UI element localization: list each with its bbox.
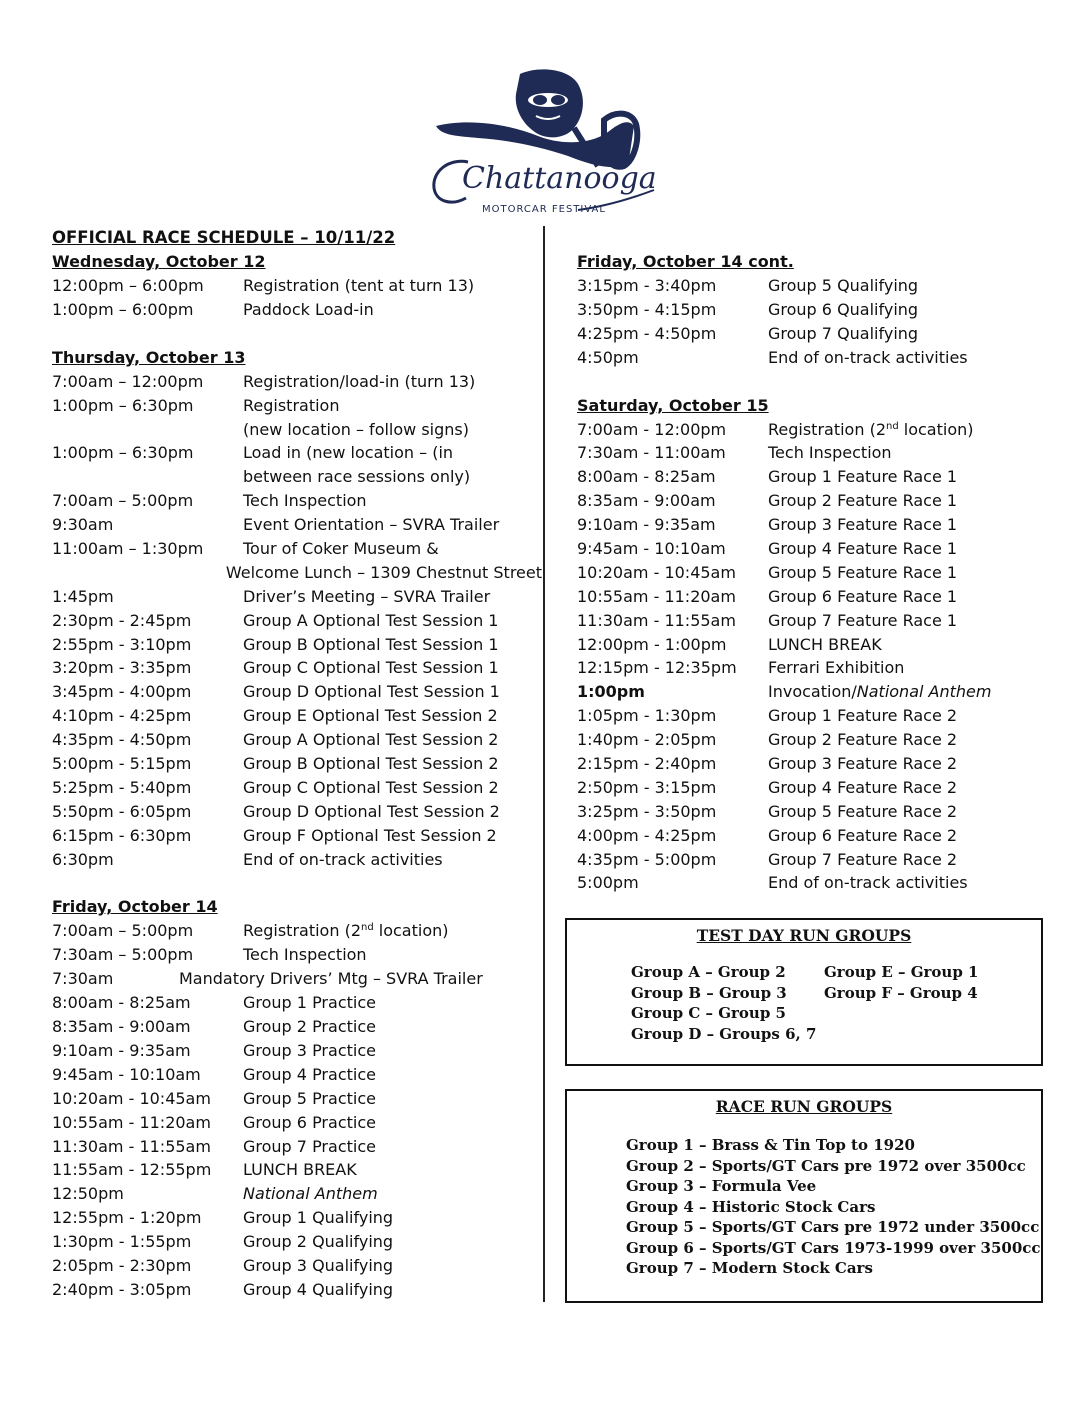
schedule-row (52, 1278, 522, 1302)
schedule-time: 1:00pm – 6:30pm (52, 443, 194, 463)
schedule-event (768, 274, 918, 298)
schedule-time: 7:00am – 12:00pm (52, 371, 204, 391)
schedule-row (577, 418, 1047, 442)
schedule-event (243, 1063, 376, 1087)
run-group-item: Group 5 – Sports/GT Cars pre 1972 under 3500cc (626, 1218, 1040, 1236)
schedule-time: 9:10am - 9:35am (577, 515, 716, 535)
schedule-row (577, 871, 1047, 895)
schedule-event-text: Paddock Load-in (243, 299, 374, 319)
schedule-time: 5:25pm - 5:40pm (52, 777, 192, 797)
chattanooga-motorcar-festival-logo (428, 66, 660, 222)
schedule-row (577, 656, 1047, 680)
ordinal-suffix: nd (361, 922, 374, 934)
schedule-event-text: End of on-track activities (243, 849, 443, 869)
friday-cont-schedule (577, 274, 1047, 370)
schedule-event (243, 394, 339, 418)
schedule-row (52, 418, 522, 442)
schedule-row (52, 633, 522, 657)
schedule-time: 5:00pm (577, 873, 639, 893)
schedule-row (577, 776, 1047, 800)
run-group-item: Group 1 – Brass & Tin Top to 1920 (626, 1136, 915, 1154)
schedule-row (52, 1182, 522, 1206)
schedule-event-text: between race sessions only) (243, 467, 471, 487)
schedule-row (52, 1230, 522, 1254)
schedule-event (243, 800, 500, 824)
day-heading-thursday: Thursday, October 13 (52, 347, 246, 367)
schedule-event (243, 418, 469, 442)
schedule-event-text: Group 5 Practice (243, 1088, 376, 1108)
schedule-row (577, 465, 1047, 489)
schedule-time: 10:55am - 11:20am (52, 1112, 211, 1132)
schedule-event-text: Group F Optional Test Session 2 (243, 825, 497, 845)
schedule-row (52, 1135, 522, 1159)
schedule-time: 10:20am - 10:45am (52, 1088, 211, 1108)
schedule-row (52, 274, 522, 298)
schedule-event-text: Tour of Coker Museum & (243, 539, 439, 559)
run-group-item: Group E – Group 1 (824, 963, 979, 981)
schedule-event-text: Tech Inspection (243, 491, 367, 511)
schedule-event (243, 633, 499, 657)
schedule-event (243, 919, 449, 943)
schedule-time: 12:00pm – 6:00pm (52, 276, 204, 295)
schedule-time: 8:00am - 8:25am (52, 993, 191, 1013)
run-group-item: Group 2 – Sports/GT Cars pre 1972 over 3500cc (626, 1156, 1026, 1175)
schedule-row (52, 848, 522, 872)
schedule-row (52, 465, 522, 489)
schedule-event-text: Group 1 Qualifying (243, 1208, 394, 1228)
schedule-event (243, 776, 499, 800)
schedule-event (768, 322, 918, 346)
day-heading-friday-cont: Friday, October 14 cont. (577, 252, 794, 271)
schedule-row (577, 848, 1047, 872)
schedule-row (52, 513, 522, 537)
schedule-row (52, 1206, 522, 1230)
schedule-event (243, 1015, 376, 1039)
schedule-row (52, 967, 522, 991)
schedule-event-text: Group 5 Qualifying (768, 276, 919, 295)
schedule-time: 1:40pm - 2:05pm (577, 730, 717, 750)
schedule-event (768, 585, 957, 609)
test-day-run-groups-title: TEST DAY RUN GROUPS (696, 926, 912, 945)
friday-schedule (52, 919, 522, 1301)
schedule-row (52, 800, 522, 824)
schedule-time: 1:00pm – 6:00pm (52, 299, 194, 319)
schedule-event (768, 704, 957, 728)
schedule-row (577, 274, 1047, 298)
schedule-time: 12:00pm - 1:00pm (577, 634, 727, 654)
run-group-item: Group 6 – Sports/GT Cars 1973-1999 over 3500cc (626, 1238, 1041, 1257)
schedule-time: 3:20pm - 3:35pm (52, 658, 192, 678)
schedule-time: 7:30am - 11:00am (577, 443, 726, 463)
run-group-item: Group 3 – Formula Vee (626, 1177, 817, 1195)
schedule-event-text: Group 7 Feature Race 2 (768, 849, 958, 869)
schedule-row (52, 585, 522, 609)
schedule-time: 8:35am - 9:00am (52, 1017, 191, 1037)
schedule-row (577, 824, 1047, 848)
schedule-time: 8:00am - 8:25am (577, 467, 716, 487)
schedule-row (577, 728, 1047, 752)
schedule-event (243, 370, 475, 394)
schedule-event-text: Group A Optional Test Session 1 (243, 610, 499, 630)
schedule-event-text: Group 4 Feature Race 1 (768, 539, 958, 559)
schedule-event (243, 1254, 393, 1278)
schedule-row (52, 1015, 522, 1039)
schedule-event-text: Group 7 Qualifying (768, 323, 919, 343)
day-heading-saturday: Saturday, October 15 (577, 395, 769, 415)
schedule-time: 4:50pm (577, 347, 639, 367)
schedule-event-text: Group 3 Practice (243, 1040, 376, 1060)
schedule-event-text: LUNCH BREAK (768, 634, 882, 654)
schedule-row (52, 656, 522, 680)
schedule-event-text: Group 3 Feature Race 2 (768, 754, 958, 774)
page-title: OFFICIAL RACE SCHEDULE – 10/11/22 (52, 228, 396, 247)
schedule-time: 9:30am (52, 515, 114, 535)
schedule-event-text: Registration (tent at turn 13) (243, 276, 475, 295)
schedule-row (577, 298, 1047, 322)
logo-subtitle: MOTORCAR FESTIVAL (482, 204, 606, 215)
schedule-event (243, 609, 498, 633)
schedule-event (243, 752, 499, 776)
schedule-row (52, 298, 522, 322)
race-run-groups-title: RACE RUN GROUPS (715, 1097, 893, 1116)
schedule-event (243, 1206, 393, 1230)
schedule-event (768, 298, 918, 322)
run-group-item: Group F – Group 4 (824, 983, 978, 1002)
schedule-event-text: Group 3 Qualifying (243, 1255, 394, 1275)
schedule-event (768, 871, 968, 895)
schedule-time: 3:45pm - 4:00pm (52, 682, 192, 702)
schedule-row (52, 370, 522, 394)
schedule-event (768, 465, 957, 489)
schedule-event (768, 346, 968, 370)
schedule-time: 7:00am – 5:00pm (52, 921, 194, 941)
schedule-event (768, 537, 957, 561)
schedule-time: 12:15pm - 12:35pm (577, 658, 737, 678)
schedule-time: 1:00pm – 6:30pm (52, 395, 194, 415)
schedule-event-text: Event Orientation – SVRA Trailer (243, 515, 500, 535)
schedule-row (577, 561, 1047, 585)
schedule-event-text: End of on-track activities (768, 347, 968, 367)
schedule-event-text: Group 2 Feature Race 2 (768, 730, 958, 750)
schedule-event (243, 680, 500, 704)
schedule-row (52, 728, 522, 752)
schedule-event (768, 656, 904, 680)
schedule-time: 11:55am - 12:55pm (52, 1160, 212, 1180)
schedule-row (52, 1087, 522, 1111)
schedule-event (179, 967, 483, 991)
schedule-event (243, 824, 497, 848)
schedule-time: 4:35pm - 5:00pm (577, 849, 717, 869)
schedule-time: 1:00pm (577, 682, 645, 702)
schedule-time: 1:05pm - 1:30pm (577, 706, 717, 726)
schedule-time: 6:30pm (52, 849, 114, 869)
schedule-event-text: Ferrari Exhibition (768, 658, 905, 678)
thursday-schedule (52, 370, 542, 872)
schedule-event-text: Invocation/ (768, 682, 857, 702)
run-group-item: Group D – Groups 6, 7 (631, 1024, 817, 1043)
schedule-time: 4:10pm - 4:25pm (52, 706, 192, 726)
schedule-time: 2:30pm - 2:45pm (52, 610, 192, 630)
schedule-event (768, 752, 957, 776)
schedule-time: 4:00pm - 4:25pm (577, 825, 717, 845)
schedule-event-text: Tech Inspection (768, 443, 892, 463)
schedule-event (768, 848, 957, 872)
schedule-event (243, 1135, 376, 1159)
schedule-event-text: Registration (2 (243, 921, 361, 941)
schedule-event (243, 513, 499, 537)
schedule-event (243, 489, 367, 513)
schedule-event (243, 465, 470, 489)
schedule-event (768, 441, 892, 465)
schedule-row (577, 704, 1047, 728)
schedule-event-text: Group D Optional Test Session 2 (243, 801, 500, 821)
schedule-event-text: Group C Optional Test Session 2 (243, 777, 499, 797)
schedule-row (577, 609, 1047, 633)
schedule-row (52, 680, 522, 704)
schedule-row (52, 394, 522, 418)
schedule-row (52, 561, 542, 585)
schedule-event (243, 1158, 357, 1182)
schedule-time: 3:25pm - 3:50pm (577, 801, 717, 821)
schedule-row (577, 441, 1047, 465)
schedule-time: 9:45am - 10:10am (577, 539, 726, 559)
day-heading-friday: Friday, October 14 (52, 897, 218, 917)
schedule-row (52, 991, 522, 1015)
schedule-event (243, 943, 367, 967)
schedule-event-text: LUNCH BREAK (243, 1160, 357, 1180)
schedule-event-text: (new location – follow signs) (243, 419, 469, 439)
run-group-item: Group A – Group 2 (631, 963, 786, 981)
schedule-row (52, 919, 522, 943)
schedule-event-text: Group 6 Qualifying (768, 299, 919, 319)
schedule-event (243, 704, 498, 728)
schedule-row (52, 489, 522, 513)
schedule-event-text: Mandatory Drivers’ Mtg – SVRA Trailer (179, 969, 483, 989)
schedule-event-text: Group A Optional Test Session 2 (243, 730, 499, 750)
schedule-event-text: Group 1 Feature Race 1 (768, 467, 958, 487)
schedule-event-text: Group 5 Feature Race 2 (768, 801, 958, 821)
schedule-event (768, 824, 957, 848)
test-day-run-groups-box (565, 918, 1043, 1066)
schedule-event-text: Tech Inspection (243, 945, 367, 965)
schedule-event-text: Group E Optional Test Session 2 (243, 706, 498, 726)
schedule-time: 12:50pm (52, 1184, 124, 1204)
schedule-event (243, 1039, 376, 1063)
schedule-event-text: Group 5 Feature Race 1 (768, 562, 958, 582)
schedule-time: 1:45pm (52, 586, 114, 606)
schedule-time: 2:40pm - 3:05pm (52, 1279, 192, 1299)
schedule-event-text: Group 4 Practice (243, 1064, 376, 1084)
schedule-event-text: Group 2 Qualifying (243, 1232, 394, 1252)
logo-wordmark: Chattanooga (462, 161, 657, 196)
schedule-time: 6:15pm - 6:30pm (52, 825, 192, 845)
schedule-row (577, 322, 1047, 346)
schedule-event-text: Group 6 Feature Race 2 (768, 825, 958, 845)
schedule-event-text: Group 7 Feature Race 1 (768, 610, 958, 630)
schedule-event-text: Group C Optional Test Session 1 (243, 658, 499, 678)
left-column (52, 226, 542, 1302)
schedule-event-text: Group B Optional Test Session 2 (243, 754, 499, 774)
schedule-event (243, 274, 474, 298)
schedule-time: 5:00pm - 5:15pm (52, 754, 192, 774)
schedule-event-text: Registration/load-in (turn 13) (243, 371, 476, 391)
schedule-time: 9:10am - 9:35am (52, 1040, 191, 1060)
schedule-event (768, 633, 882, 657)
run-group-item: Group C – Group 5 (631, 1004, 786, 1022)
schedule-event-text: Group 1 Practice (243, 993, 376, 1013)
schedule-event-text: Group 2 Practice (243, 1017, 376, 1037)
schedule-event (243, 1278, 393, 1302)
schedule-time: 8:35am - 9:00am (577, 491, 716, 511)
schedule-event (768, 561, 957, 585)
schedule-event-text: Group 6 Practice (243, 1112, 376, 1132)
schedule-row (52, 1158, 522, 1182)
schedule-row (577, 633, 1047, 657)
schedule-time: 4:35pm - 4:50pm (52, 730, 192, 750)
schedule-row (577, 513, 1047, 537)
schedule-row (577, 489, 1047, 513)
race-run-groups-list (626, 1135, 1041, 1279)
schedule-time: 3:50pm - 4:15pm (577, 299, 717, 319)
schedule-event (768, 418, 974, 442)
schedule-row (52, 1063, 522, 1087)
schedule-row (52, 752, 522, 776)
schedule-event (768, 680, 991, 704)
run-group-item: Group 4 – Historic Stock Cars (626, 1197, 876, 1216)
schedule-event-text: Group 4 Feature Race 2 (768, 777, 958, 797)
schedule-time: 7:30am (52, 969, 114, 989)
schedule-event-text: Group 6 Feature Race 1 (768, 586, 958, 606)
run-group-item: Group B – Group 3 (631, 983, 787, 1002)
schedule-event (226, 561, 542, 585)
schedule-row (577, 585, 1047, 609)
schedule-event-text: Group 7 Practice (243, 1136, 376, 1156)
schedule-event-text: End of on-track activities (768, 873, 968, 893)
schedule-event-text: Driver’s Meeting – SVRA Trailer (243, 586, 491, 606)
schedule-time: 12:55pm - 1:20pm (52, 1208, 202, 1228)
schedule-event-text: Group 1 Feature Race 2 (768, 706, 958, 726)
schedule-event (243, 585, 490, 609)
schedule-time: 7:00am - 12:00pm (577, 419, 727, 439)
schedule-event (243, 537, 439, 561)
schedule-row (52, 943, 522, 967)
schedule-time: 11:00am – 1:30pm (52, 539, 204, 559)
schedule-time: 3:15pm - 3:40pm (577, 276, 717, 295)
schedule-time: 10:20am - 10:45am (577, 562, 736, 582)
schedule-row (52, 1039, 522, 1063)
schedule-event (243, 728, 498, 752)
schedule-event-text: Welcome Lunch – 1309 Chestnut Street (225, 562, 542, 582)
schedule-time: 9:45am - 10:10am (52, 1064, 201, 1084)
schedule-row (52, 537, 522, 561)
schedule-time: 5:50pm - 6:05pm (52, 801, 192, 821)
schedule-event-text: Registration (243, 395, 340, 415)
schedule-event-suffix: location) (898, 419, 974, 439)
schedule-time: 2:55pm - 3:10pm (52, 634, 192, 654)
schedule-event (768, 609, 957, 633)
schedule-event-italic: National Anthem (856, 682, 992, 702)
schedule-event (243, 1182, 378, 1206)
schedule-row (52, 824, 522, 848)
right-column (577, 250, 1047, 895)
schedule-row (52, 1111, 522, 1135)
ordinal-suffix: nd (886, 420, 899, 432)
test-day-groups-left (631, 962, 821, 1044)
day-heading-wednesday: Wednesday, October 12 (52, 252, 266, 271)
schedule-row (577, 752, 1047, 776)
schedule-event (243, 656, 499, 680)
wednesday-schedule (52, 274, 522, 322)
schedule-time: 1:30pm - 1:55pm (52, 1232, 192, 1252)
schedule-time: 4:25pm - 4:50pm (577, 323, 717, 343)
schedule-row (52, 441, 522, 465)
schedule-event-text: Group D Optional Test Session 1 (243, 682, 500, 702)
schedule-time: 7:30am – 5:00pm (52, 945, 194, 965)
schedule-time: 11:30am - 11:55am (52, 1136, 211, 1156)
test-day-groups-right (824, 962, 1024, 1003)
schedule-row (577, 680, 1047, 704)
schedule-event (768, 776, 957, 800)
run-group-item: Group 7 – Modern Stock Cars (626, 1259, 873, 1277)
schedule-event (243, 441, 453, 465)
schedule-event-text: Load in (new location – (in (243, 443, 454, 463)
schedule-time: 2:50pm - 3:15pm (577, 777, 717, 797)
schedule-event (243, 991, 376, 1015)
schedule-event (768, 513, 957, 537)
schedule-event (243, 1230, 393, 1254)
column-divider (543, 226, 545, 1302)
schedule-event (768, 728, 957, 752)
schedule-row (577, 537, 1047, 561)
schedule-row (52, 776, 522, 800)
schedule-event (243, 1087, 376, 1111)
schedule-time: 10:55am - 11:20am (577, 586, 736, 606)
schedule-row (52, 704, 522, 728)
schedule-event-text: National Anthem (243, 1184, 378, 1204)
schedule-time: 2:15pm - 2:40pm (577, 754, 717, 774)
schedule-event (768, 800, 957, 824)
schedule-event-text: Registration (2 (768, 419, 886, 439)
schedule-row (577, 800, 1047, 824)
race-run-groups-box (565, 1089, 1043, 1303)
schedule-time: 11:30am - 11:55am (577, 610, 736, 630)
saturday-schedule (577, 418, 1047, 896)
schedule-event-suffix: location) (373, 921, 449, 941)
schedule-event-text: Group 4 Qualifying (243, 1279, 394, 1299)
schedule-row (52, 609, 522, 633)
schedule-time: 7:00am – 5:00pm (52, 491, 194, 511)
schedule-event (243, 1111, 376, 1135)
schedule-time: 2:05pm - 2:30pm (52, 1255, 192, 1275)
schedule-event-text: Group 3 Feature Race 1 (768, 515, 958, 535)
schedule-event-text: Group 2 Feature Race 1 (768, 491, 958, 511)
schedule-row (52, 1254, 522, 1278)
schedule-event-text: Group B Optional Test Session 1 (243, 634, 499, 654)
schedule-event (243, 848, 443, 872)
schedule-row (577, 346, 1047, 370)
schedule-event (243, 298, 374, 322)
schedule-event (768, 489, 957, 513)
